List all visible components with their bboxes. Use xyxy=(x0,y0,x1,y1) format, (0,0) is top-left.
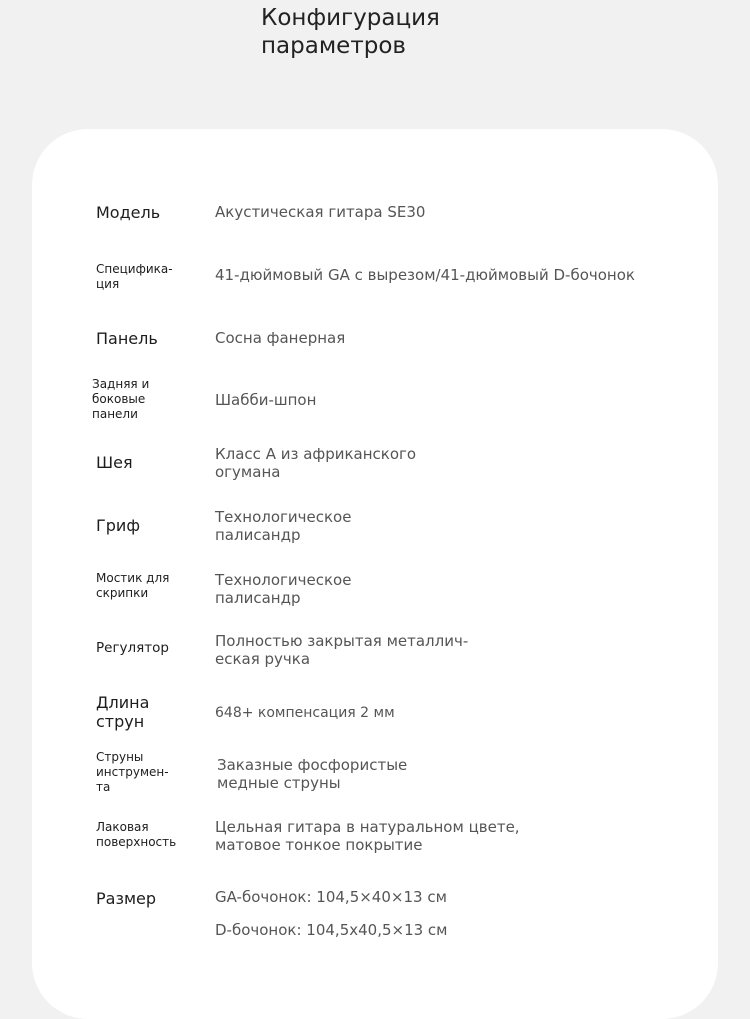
spec-label: Размер xyxy=(96,889,157,908)
spec-label: Задняя и боковые панели xyxy=(92,377,150,421)
spec-value: Шабби-шпон xyxy=(215,391,317,409)
spec-value: Цельная гитара в натуральном цвете, матовое тонкое покрытие xyxy=(215,818,520,854)
spec-label: Лаковая поверхность xyxy=(96,820,177,849)
spec-label: Гриф xyxy=(96,516,140,535)
spec-card xyxy=(32,129,718,1019)
spec-label: Специфика- ция xyxy=(96,262,173,291)
spec-label: Мостик для скрипки xyxy=(96,571,170,600)
spec-value-extra: D-бочонок: 104,5x40,5×13 см xyxy=(215,921,448,939)
spec-value: Технологическое палисандр xyxy=(215,508,352,544)
spec-label: Шея xyxy=(96,453,133,472)
spec-value: GA-бочонок: 104,5×40×13 см xyxy=(215,888,447,906)
spec-label: Регулятор xyxy=(96,640,169,656)
spec-label: Струны инструмен- та xyxy=(96,750,169,794)
spec-value: Класс A из африканского огумана xyxy=(215,445,417,481)
spec-value: Технологическое палисандр xyxy=(215,571,352,607)
spec-value: Акустическая гитара SE30 xyxy=(215,203,426,221)
spec-label: Модель xyxy=(96,203,161,222)
spec-value: Заказные фосфористые медные струны xyxy=(217,756,408,792)
spec-label: Панель xyxy=(96,329,158,348)
spec-value: 648+ компенсация 2 мм xyxy=(215,705,395,721)
spec-label: Длина струн xyxy=(96,693,150,731)
spec-value: Сосна фанерная xyxy=(215,329,346,347)
page-title: Конфигурация параметров xyxy=(261,5,440,59)
spec-value: Полностью закрытая металлич- еская ручка xyxy=(215,632,469,668)
spec-value: 41-дюймовый GA с вырезом/41-дюймовый D-бочонок xyxy=(215,266,635,284)
